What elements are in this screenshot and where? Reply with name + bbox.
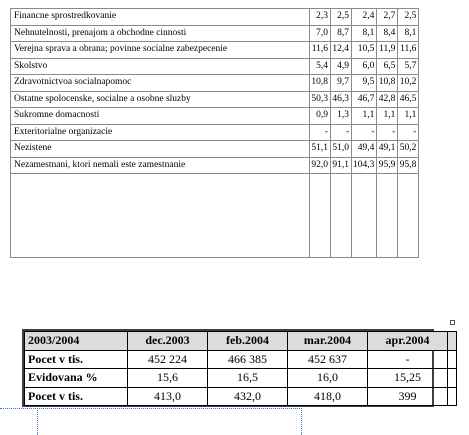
sector-value: 5,7: [398, 58, 419, 75]
row-value: 15,25: [368, 369, 448, 388]
row-value: 452 224: [128, 350, 208, 369]
month-header: apr.2004: [368, 332, 448, 351]
sector-label: Sukromne domacnosti: [11, 108, 310, 125]
sector-value: 1,1: [377, 108, 398, 125]
month-header: feb.2004: [208, 332, 288, 351]
sector-value: 95,8: [398, 157, 419, 174]
sector-value: 6,0: [352, 58, 377, 75]
empty-cell: [398, 174, 419, 258]
sector-row: [11, 42, 419, 59]
period-header: 2003/2004: [25, 332, 128, 351]
empty-cell: [331, 174, 352, 258]
sector-value: 1,3: [331, 108, 352, 125]
sector-value: 49,4: [352, 141, 377, 158]
spacer-cell: [448, 350, 457, 369]
sector-value: 92,0: [310, 157, 331, 174]
sector-label: Exteritorialne organizacie: [11, 124, 310, 141]
sector-value: 7,0: [310, 25, 331, 42]
sector-value: 10,8: [377, 75, 398, 92]
sector-value: 91,1: [331, 157, 352, 174]
unemployment-row: [25, 350, 457, 369]
empty-cell: [11, 174, 310, 258]
sector-value: 0,9: [310, 108, 331, 125]
sector-value: 11,6: [398, 42, 419, 59]
sector-row: [11, 75, 419, 92]
sector-value: 49,1: [377, 141, 398, 158]
empty-cell: [310, 174, 331, 258]
sector-value: 2,4: [352, 9, 377, 26]
sector-value: 51,0: [331, 141, 352, 158]
sector-statistics-body: [11, 9, 419, 258]
month-header: dec.2003: [128, 332, 208, 351]
text-frame-boundary-right: [301, 408, 302, 435]
sector-value: 8,1: [398, 25, 419, 42]
spacer-cell: [448, 332, 457, 351]
sector-value: -: [331, 124, 352, 141]
sector-value: -: [377, 124, 398, 141]
sector-label: Nezamestnani, ktori nemali este zamestnanie: [11, 157, 310, 174]
row-label: Evidovana %: [25, 369, 128, 388]
sector-value: 10,2: [398, 75, 419, 92]
row-value: 15,6: [128, 369, 208, 388]
unemployment-row: [25, 387, 457, 406]
sector-value: 46,7: [352, 91, 377, 108]
unemployment-row: [25, 369, 457, 388]
sector-value: 9,7: [331, 75, 352, 92]
sector-value: 2,7: [377, 9, 398, 26]
sector-value: 2,5: [331, 9, 352, 26]
sector-value: 2,5: [398, 9, 419, 26]
row-value: 466 385: [208, 350, 288, 369]
row-value: 432,0: [208, 387, 288, 406]
row-value: 399: [368, 387, 448, 406]
sector-value: 5,4: [310, 58, 331, 75]
sector-value: 1,1: [398, 108, 419, 125]
row-value: 452 637: [288, 350, 368, 369]
sector-row: [11, 141, 419, 158]
spacer-cell: [448, 369, 457, 388]
sector-value: 11,9: [377, 42, 398, 59]
empty-cell: [377, 174, 398, 258]
spacer-cell: [448, 387, 457, 406]
row-label: Pocet v tis.: [25, 387, 128, 406]
sector-value: 42,8: [377, 91, 398, 108]
sector-value: 8,1: [352, 25, 377, 42]
sector-value: 9,5: [352, 75, 377, 92]
sector-label: Zdravotnictvoa socialnapomoc: [11, 75, 310, 92]
sector-value: 50,3: [310, 91, 331, 108]
sector-label: Verejna sprava a obrana; povinne socialne zabezpecenie: [11, 42, 310, 59]
sector-label: Ostatne spolocenske, socialne a osobne sluzby: [11, 91, 310, 108]
sector-row: [11, 108, 419, 125]
text-frame-boundary-top: [0, 408, 302, 409]
sector-value: -: [398, 124, 419, 141]
sector-label: Nezistene: [11, 141, 310, 158]
sector-value: 50,2: [398, 141, 419, 158]
unemployment-header-row: [25, 332, 457, 351]
sector-row: [11, 91, 419, 108]
sector-row: [11, 157, 419, 174]
sector-value: 8,7: [331, 25, 352, 42]
unemployment-table: [24, 331, 457, 406]
sector-row: [11, 25, 419, 42]
sector-value: 46,3: [331, 91, 352, 108]
sector-value: 2,3: [310, 9, 331, 26]
sector-value: 51,1: [310, 141, 331, 158]
sector-value: 1,1: [352, 108, 377, 125]
sector-row: [11, 58, 419, 75]
row-value: 16,5: [208, 369, 288, 388]
sector-label: Financne sprostredkovanie: [11, 9, 310, 26]
empty-cell: [352, 174, 377, 258]
sector-value: 12,4: [331, 42, 352, 59]
row-value: 16,0: [288, 369, 368, 388]
row-value: 418,0: [288, 387, 368, 406]
empty-row: [11, 174, 419, 258]
row-value: -: [368, 350, 448, 369]
sector-value: 46,5: [398, 91, 419, 108]
month-header: mar.2004: [288, 332, 368, 351]
row-label: Pocet v tis.: [25, 350, 128, 369]
row-value: 413,0: [128, 387, 208, 406]
sector-value: 10,8: [310, 75, 331, 92]
sector-value: 95,9: [377, 157, 398, 174]
sector-value: 8,4: [377, 25, 398, 42]
sector-value: -: [310, 124, 331, 141]
sector-value: 6,5: [377, 58, 398, 75]
unemployment-table-body: [25, 332, 457, 406]
sector-value: 10,5: [352, 42, 377, 59]
sector-label: Nehnutelnosti, prenajom a obchodne cinnosti: [11, 25, 310, 42]
sector-value: 11,6: [310, 42, 331, 59]
sector-row: [11, 9, 419, 26]
sector-row: [11, 124, 419, 141]
sector-value: -: [352, 124, 377, 141]
sector-label: Skolstvo: [11, 58, 310, 75]
unemployment-table-frame: [22, 329, 434, 407]
sector-value: 104,3: [352, 157, 377, 174]
sector-value: 4,9: [331, 58, 352, 75]
text-frame-boundary-left: [37, 408, 38, 435]
sector-statistics-table: [10, 8, 419, 258]
table-resize-handle[interactable]: [450, 320, 455, 325]
